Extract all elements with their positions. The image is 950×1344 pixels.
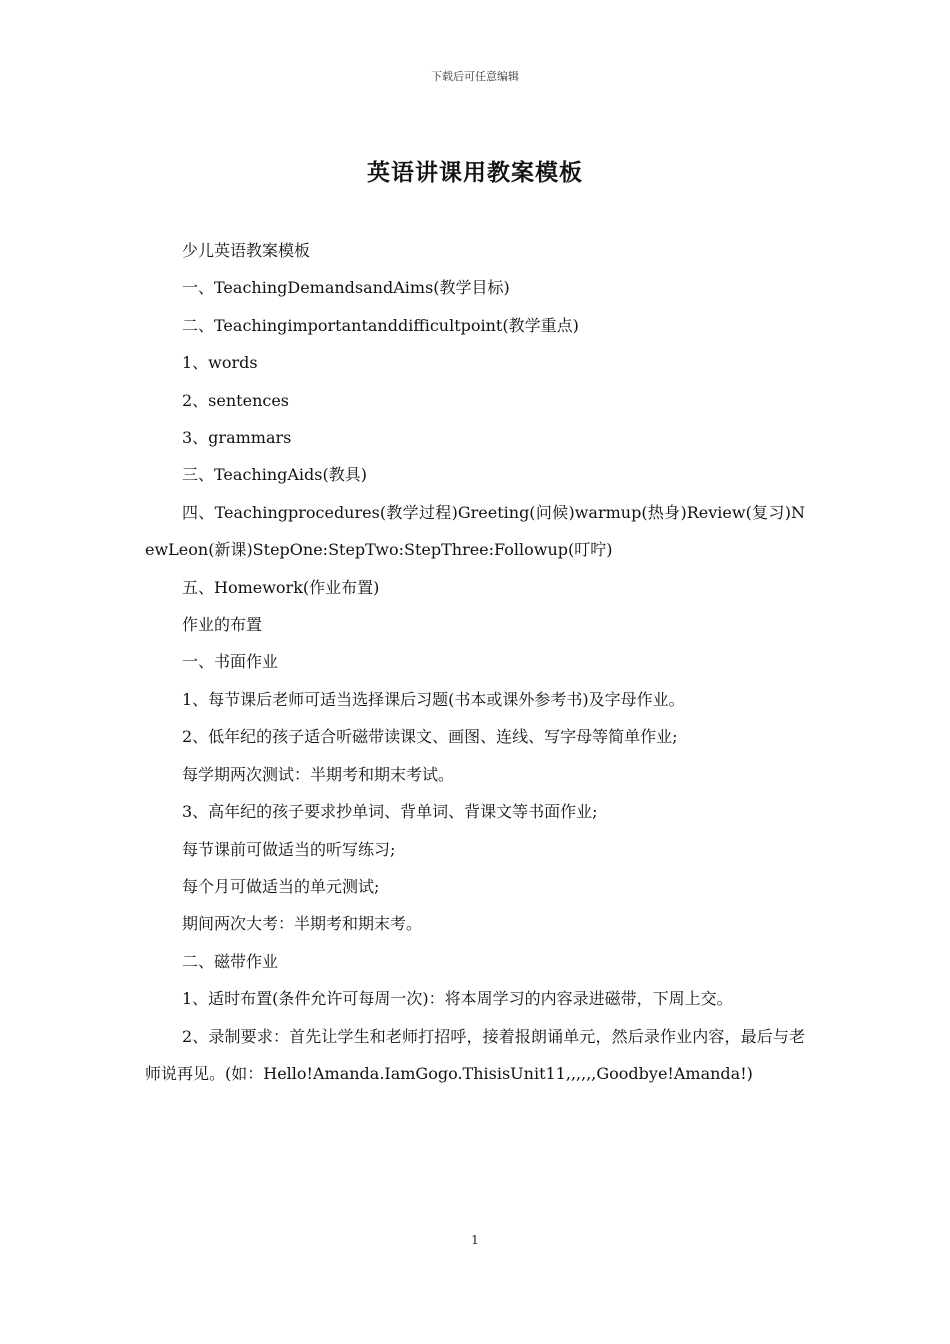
paragraph: 五、Homework(作业布置) (182, 577, 380, 597)
paragraph: 3、高年纪的孩子要求抄单词、背单词、背课文等书面作业; (182, 802, 598, 822)
paragraph: 1、每节课后老师可适当选择课后习题(书本或课外参考书)及字母作业。 (182, 689, 685, 709)
paragraph: 1、words (182, 353, 258, 373)
paragraph: 每节课前可做适当的听写练习; (182, 839, 396, 859)
header-note: 下载后可任意编辑 (431, 70, 519, 83)
paragraph: 二、磁带作业 (182, 951, 279, 971)
paragraph: 2、录制要求：首先让学生和老师打招呼，接着报朗诵单元，然后录作业内容，最后与老师说再见。(如：Hello!Amanda.IamGogo.ThisisUnit11,,,,,,Goodbye!Amanda!) (145, 1026, 805, 1083)
paragraph: 二、Teachingimportantanddifficultpoint(教学重点) (182, 315, 579, 335)
paragraph: 少儿英语教案模板 (182, 241, 311, 260)
paragraph: 每个月可做适当的单元测试; (182, 876, 380, 896)
paragraph: 期间两次大考：半期考和期末考。 (182, 914, 423, 934)
paragraph: 2、sentences (182, 390, 290, 410)
document-title: 英语讲课用教案模板 (367, 159, 583, 186)
paragraph: 四、Teachingprocedures(教学过程)Greeting(问候)warmup(热身)Review(复习)NewLeon(新课)StepOne:StepTwo:StepThree:Followup(叮咛) (145, 502, 805, 560)
page-number: 1 (471, 1233, 479, 1247)
paragraph: 一、书面作业 (182, 652, 279, 672)
paragraph: 每学期两次测试：半期考和期末考试。 (182, 764, 455, 784)
paragraph: 作业的布置 (182, 615, 263, 635)
paragraph: 3、grammars (182, 428, 292, 448)
paragraph: 三、TeachingAids(教具) (182, 465, 367, 485)
paragraph: 2、低年纪的孩子适合听磁带读课文、画图、连线、写字母等简单作业; (182, 727, 678, 747)
paragraph: 一、TeachingDemandsandAims(教学目标) (182, 278, 510, 298)
document-body (145, 232, 805, 1092)
paragraph: 1、适时布置(条件允许可每周一次)：将本周学习的内容录进磁带，下周上交。 (182, 989, 733, 1009)
